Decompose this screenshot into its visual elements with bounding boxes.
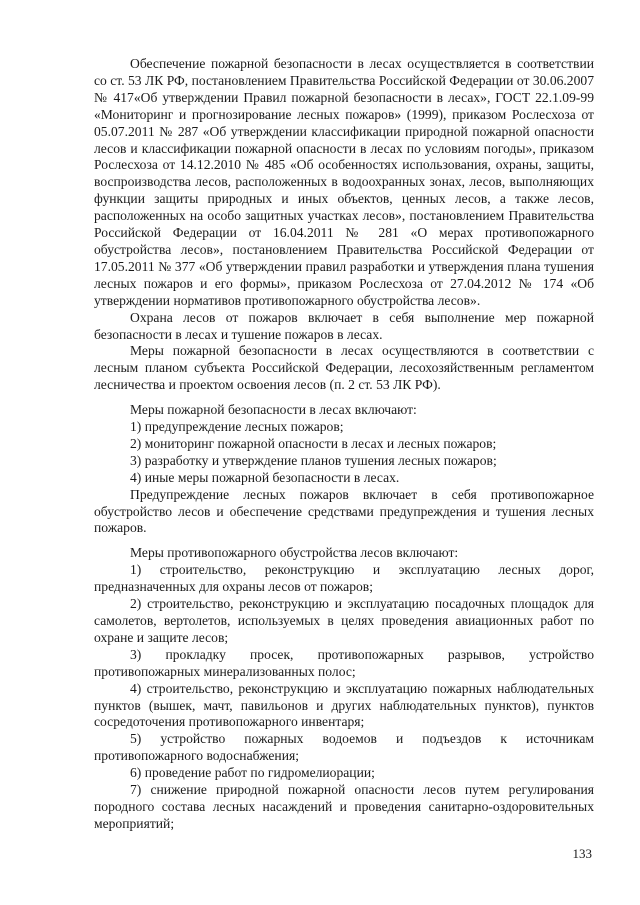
paragraph-measures-intro: Меры пожарной безопасности в лесах включают:: [130, 402, 417, 418]
list-item-3: 3) разработку и утверждение планов тушения лесных пожаров;: [130, 452, 497, 468]
paragraph-arrangement-intro: Меры противопожарного обустройства лесов включают:: [130, 545, 459, 561]
paragraph-legal-basis: Обеспечение пожарной безопасности в лесах осуществляется в соответствии со ст. 53 ЛК РФ, постановлением Правительства Российской Федерации от 30.06.2007 № 417«Об утверждении Правил пожарной безопасности в лесах», ГОСТ 22.1.09-99 «Мониторинг и прогнозирование лесных пожаров» (1999), приказом Рослесхоза от 05.07.2011 № 287 «Об утверждении классификации природной пожарной опасности лесов и классификации пожарной опасности в лесах по условиям погоды», приказом Рослесхоза от 14.12.2010 № 485 «Об особенностях использования, охраны, защиты, воспроизводства лесов, расположенных в водоохранных зонах, лесов, выполняющих функции защиты природных и иных объектов, ценных лесов, а также лесов, расположенных на особо защитных участках лесов», постановлением Правительства Российской Федерации от 16.04.2011 № 281 «О мерах противопожарного обустройства лесов», постановлением Правительства Российской Федерации от 17.05.2011 № 377 «Об утверждении правил разработки и утверждения плана тушения лесных пожаров и его формы», приказом Рослесхоза от 27.04.2012 № 174 «Об утверждении нормативов противопожарного обустройства лесов».: [94, 56, 594, 308]
arrangement-item-6: 6) проведение работ по гидромелиорации;: [130, 765, 375, 781]
paragraph-prevention: Предупреждение лесных пожаров включает в себя противопожарное обустройство лесов и обеспечение средствами предупреждения и тушения лесных пожаров.: [94, 486, 594, 536]
arrangement-item-5: 5) устройство пожарных водоемов и подъездов к источникам противопожарного водоснабжения;: [94, 731, 594, 764]
list-item-2: 2) мониторинг пожарной опасности в лесах и лесных пожаров;: [130, 435, 497, 451]
arrangement-item-4: 4) строительство, реконструкцию и эксплуатацию пожарных наблюдательных пунктов (вышек, мачт, павильонов и других наблюдательных пунктов), пунктов сосредоточения противопожарного инвентаря;: [94, 680, 594, 730]
arrangement-item-2: 2) строительство, реконструкцию и эксплуатацию посадочных площадок для самолетов, вертолетов, используемых в целях проведения авиационных работ по охране и защите лесов;: [94, 596, 594, 645]
paragraph-measures-basis: Меры пожарной безопасности в лесах осуществляются в соответствии с лесным планом субъекта Российской Федерации, лесохозяйственным регламентом лесничества и проектом освоения лесов (п. 2 ст. 53 ЛК РФ).: [94, 343, 594, 393]
arrangement-item-3: 3) прокладку просек, противопожарных разрывов, устройство противопожарных минерализованных полос;: [94, 646, 594, 679]
paragraph-fire-protection: Охрана лесов от пожаров включает в себя выполнение мер пожарной безопасности в лесах и тушение пожаров в лесах.: [94, 309, 594, 342]
list-item-1: 1) предупреждение лесных пожаров;: [130, 419, 344, 435]
arrangement-item-1: 1) строительство, реконструкцию и эксплуатацию лесных дорог, предназначенных для охраны лесов от пожаров;: [94, 562, 594, 595]
list-item-4: 4) иные меры пожарной безопасности в лесах.: [130, 469, 400, 485]
body-text: [94, 56, 594, 833]
page-number: 133: [572, 846, 592, 861]
arrangement-item-7: 7) снижение природной пожарной опасности лесов путем регулирования породного состава лесных насаждений и проведения санитарно-оздоровительных мероприятий;: [94, 782, 594, 831]
